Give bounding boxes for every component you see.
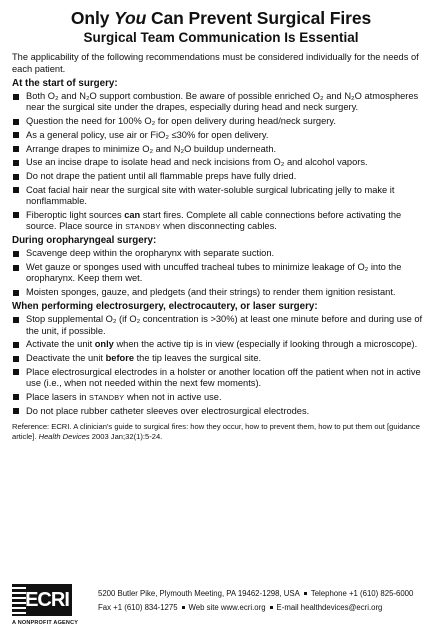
list-item	[12, 144, 430, 155]
list-item	[12, 130, 430, 141]
bullet-icon	[13, 160, 19, 166]
emphasis-text: can	[124, 209, 141, 220]
reference-note	[12, 422, 430, 441]
reference-text: Reference: ECRI. A clinician's guide to surgical fires: how they occur, how to prevent them, how to put them out [guidance article].	[12, 421, 420, 441]
logo-tagline: A NONPROFIT AGENCY	[12, 620, 79, 626]
bullet-icon	[13, 408, 19, 414]
item-text: the tip leaves the surgical site.	[134, 353, 262, 364]
list-item	[12, 91, 430, 113]
separator-dot	[304, 592, 307, 595]
email-link[interactable]: E-mail healthdevices@ecri.org	[276, 603, 383, 612]
bullet-icon	[13, 94, 19, 100]
bullet-icon	[13, 174, 19, 180]
footer	[12, 584, 430, 630]
list-oropharyngeal	[12, 248, 430, 298]
reference-journal: Health Devices	[38, 431, 90, 441]
item-text: Fiberoptic light sources	[26, 209, 125, 220]
item-text: when the active tip is in view (especially if looking through a microscope).	[113, 339, 418, 350]
item-text: STANDBY	[89, 392, 125, 402]
bullet-icon	[13, 317, 19, 323]
title-text: Only	[70, 8, 115, 28]
address-text: 5200 Butler Pike, Plymouth Meeting, PA 19462-1298, USA	[98, 589, 300, 598]
item-text: when not in active use.	[124, 391, 222, 402]
bullet-icon	[13, 342, 19, 348]
bullet-icon	[13, 212, 19, 218]
fax-text: Fax +1 (610) 834-1275	[98, 603, 178, 612]
item-text: Place lasers in	[26, 391, 90, 402]
list-item	[12, 367, 430, 389]
item-text: Coat facial hair near the surgical site with water-soluble surgical lubricating jelly to make it nonflammable.	[26, 184, 395, 207]
bullet-icon	[13, 132, 19, 138]
ecri-logo	[12, 584, 90, 630]
section-oropharyngeal	[12, 235, 430, 298]
contact-line-2	[98, 601, 430, 615]
bullet-icon	[13, 290, 19, 296]
reference-citation: 2003 Jan;32(1):5-24.	[89, 431, 163, 441]
item-text: Do not place rubber catheter sleeves over electrosurgical electrodes.	[26, 405, 310, 416]
item-text: Place electrosurgical electrodes in a holster or another location off the patient when not in active use (i.e., when not needed within the next few moments).	[26, 366, 421, 389]
emphasis-text: only	[94, 339, 114, 350]
page-title	[12, 8, 430, 28]
item-text: Deactivate the unit	[26, 353, 106, 364]
item-text: Use an incise drape to isolate head and neck incisions from O₂ and alcohol vapors.	[26, 157, 368, 168]
list-item	[12, 116, 430, 127]
list-item	[12, 392, 430, 403]
list-item	[12, 157, 430, 168]
separator-dot	[182, 606, 185, 609]
list-item	[12, 262, 430, 284]
website-link[interactable]: Web site www.ecri.org	[188, 603, 266, 612]
list-item	[12, 185, 430, 207]
list-item	[12, 248, 430, 259]
section-heading-start: At the start of surgery:	[12, 78, 118, 89]
emphasis-text: before	[105, 353, 135, 364]
list-electrosurgery	[12, 314, 430, 417]
section-heading-electrosurgery: When performing electrosurgery, electrocautery, or laser surgery:	[12, 301, 318, 313]
item-text: Activate the unit	[26, 339, 95, 350]
telephone-text: Telephone +1 (610) 825-6000	[310, 589, 414, 598]
bullet-icon	[13, 187, 19, 193]
list-item	[12, 210, 430, 232]
item-text: Both O₂ and N₂O support combustion. Be aware of possible enriched O₂ and N₂O atmospheres near the surgical site under the drapes, especially during head and neck surgery.	[26, 91, 419, 113]
section-electrosurgery	[12, 301, 430, 417]
list-item	[12, 353, 430, 364]
contact-line-1	[98, 587, 430, 601]
logo-text: ECRI	[25, 589, 69, 611]
item-text: Scavenge deep within the oropharynx with separate suction.	[26, 248, 275, 259]
bullet-icon	[13, 369, 19, 375]
bullet-icon	[13, 146, 19, 152]
section-start	[12, 78, 430, 232]
bullet-icon	[13, 356, 19, 362]
page-subtitle: Surgical Team Communication Is Essential	[83, 30, 359, 45]
item-text: STANDBY	[125, 222, 161, 232]
item-text: Arrange drapes to minimize O₂ and N₂O buildup underneath.	[26, 143, 277, 154]
bullet-icon	[13, 251, 19, 257]
bullet-icon	[13, 119, 19, 125]
separator-dot	[270, 606, 273, 609]
item-text: Stop supplemental O₂ (if O₂ concentration is >30%) at least one minute before and during use of the unit, if possible.	[26, 314, 423, 336]
list-start	[12, 91, 430, 232]
item-text: start fires. Complete all cable connections before activating the source. Place source in	[26, 209, 402, 232]
bullet-icon	[13, 265, 19, 271]
intro-paragraph: The applicability of the following recommendations must be considered individually for the needs of each patient.	[12, 52, 419, 74]
bullet-icon	[13, 394, 19, 400]
item-text: As a general policy, use air or FiO₂ ≤30% for open delivery.	[26, 129, 269, 140]
section-heading-oropharyngeal: During oropharyngeal surgery:	[12, 235, 157, 247]
list-item	[12, 287, 430, 298]
item-text: Moisten sponges, gauze, and pledgets (and their strings) to render them ignition resistant.	[26, 287, 396, 298]
list-item	[12, 171, 430, 182]
title-emphasis: You	[114, 8, 147, 28]
list-item	[12, 406, 430, 417]
item-text: Do not drape the patient until all flammable preps have fully dried.	[26, 171, 297, 182]
item-text: when disconnecting cables.	[160, 221, 277, 232]
list-item	[12, 339, 430, 350]
list-item	[12, 314, 430, 336]
contact-info	[90, 584, 430, 630]
item-text: Wet gauze or sponges used with uncuffed tracheal tubes to minimize leakage of O₂ into the oropharynx. Keep them wet.	[26, 262, 402, 284]
logo-mark	[12, 584, 72, 616]
item-text: Question the need for 100% O₂ for open delivery during head/neck surgery.	[26, 116, 336, 126]
title-text-end: Can Prevent Surgical Fires	[146, 8, 372, 28]
